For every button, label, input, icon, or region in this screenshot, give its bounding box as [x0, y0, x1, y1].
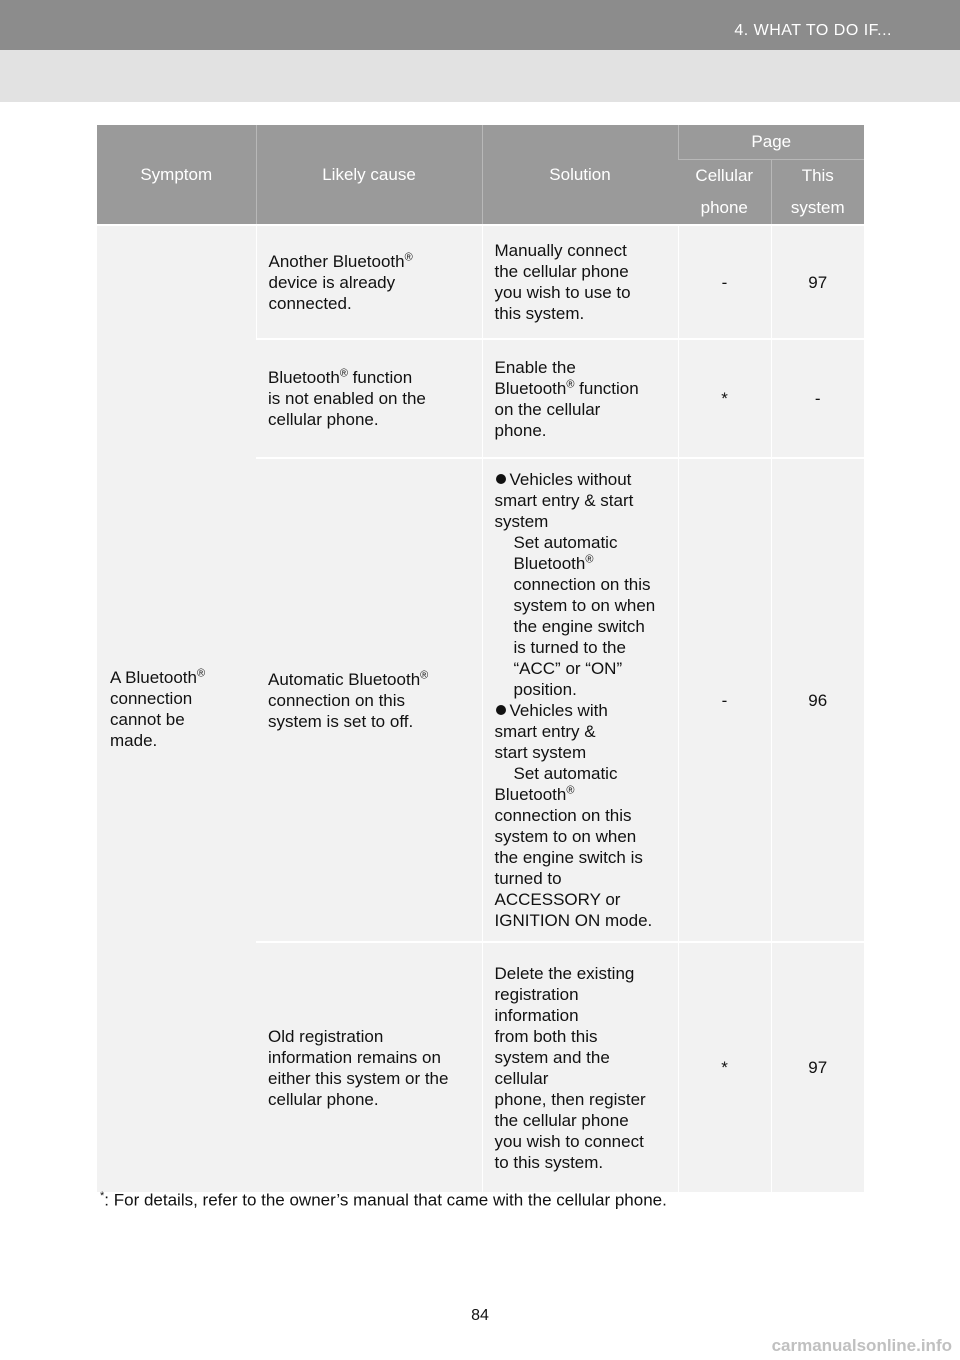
solution-line: you wish to connect: [494, 1131, 644, 1151]
registered-mark: ®: [585, 553, 594, 566]
column-header-page-cellular: [678, 160, 771, 226]
cause-line: Automatic Bluetooth: [268, 669, 421, 689]
solution-line: the cellular phone: [494, 262, 629, 281]
cause-cell: [256, 942, 482, 1192]
solution-line: phone.: [494, 420, 547, 440]
solution-line: IGNITION ON mode.: [494, 911, 653, 930]
cause-line: either this system or the: [268, 1068, 449, 1088]
troubleshooting-table: [97, 125, 864, 1192]
solution-line: phone, then register: [494, 1089, 646, 1109]
symptom-line: connection: [110, 689, 193, 708]
column-header-page: Page: [678, 125, 864, 160]
solution-line: system to on when: [494, 827, 637, 846]
symptom-line: made.: [110, 731, 158, 750]
solution-line: connection on this: [494, 806, 632, 825]
solution-line: ACCESSORY or: [494, 890, 621, 909]
registered-mark: ®: [196, 667, 206, 680]
page-system-cell: -: [771, 339, 864, 458]
bullet-item: [495, 469, 672, 490]
bullet-item: [495, 700, 672, 721]
symptom-line: A Bluetooth: [110, 668, 197, 687]
cause-line: device is already: [268, 272, 396, 292]
solution-line: turned to: [494, 869, 562, 888]
watermark: carmanualsonline.info: [771, 1336, 952, 1355]
cause-line: connected.: [268, 293, 352, 313]
cause-line: information remains on: [268, 1047, 441, 1067]
solution-indent: [495, 532, 672, 700]
solution-line: position.: [513, 680, 577, 699]
column-header-page-system: [771, 160, 864, 226]
section-title: 4. WHAT TO DO IF...: [734, 22, 892, 39]
solution-line: this system.: [494, 304, 585, 323]
solution-line: system and the: [494, 1047, 610, 1067]
page-cellular-cell: *: [678, 339, 771, 458]
solution-line: Vehicles with: [509, 701, 608, 720]
solution-cell: [482, 458, 678, 942]
solution-line: the cellular phone: [494, 1110, 629, 1130]
header-system-line1: This: [801, 166, 834, 185]
solution-line: you wish to use to: [494, 283, 631, 302]
solution-line: is turned to the: [513, 638, 626, 657]
registered-mark: ®: [339, 367, 348, 380]
solution-line: Set automatic: [513, 533, 618, 552]
solution-line: registration: [494, 984, 579, 1004]
page-number: 84: [471, 1307, 489, 1324]
header-cellular-line2: phone: [700, 198, 748, 217]
cause-cell: [256, 458, 482, 942]
solution-line: connection on this: [513, 575, 651, 594]
registered-mark: ®: [566, 377, 575, 390]
column-header-solution: Solution: [482, 125, 678, 225]
cause-line: connection on this: [268, 690, 406, 710]
solution-line: on the cellular: [494, 399, 601, 419]
solution-line: Bluetooth: [494, 378, 567, 398]
solution-line: information: [494, 1005, 579, 1025]
footnote-star: *: [100, 1190, 105, 1202]
footnote-text: : For details, refer to the owner’s manual that came with the cellular phone.: [104, 1190, 667, 1210]
solution-line: Delete the existing: [494, 963, 635, 983]
cause-line: cellular phone.: [268, 410, 379, 429]
registered-mark: ®: [404, 250, 413, 263]
cause-line: cellular phone.: [268, 1089, 379, 1109]
solution-line: Bluetooth: [494, 785, 567, 804]
header-band: [0, 0, 960, 50]
solution-line: Vehicles without: [509, 470, 632, 489]
page-system-cell: 97: [771, 225, 864, 339]
registered-mark: ®: [566, 784, 575, 797]
header-cellular-line1: Cellular: [695, 166, 754, 185]
registered-mark: ®: [420, 668, 429, 681]
solution-line: system to on when: [513, 596, 656, 615]
column-header-cause: Likely cause: [256, 125, 482, 225]
table-row: [97, 225, 864, 339]
solution-cell: [482, 225, 678, 339]
footnote: [100, 1190, 667, 1211]
cause-cell: [256, 339, 482, 458]
header-subband: [0, 50, 960, 102]
solution-line: to this system.: [494, 1152, 604, 1172]
solution-line: Enable the: [494, 357, 576, 377]
solution-line: start system: [494, 743, 587, 762]
page-system-cell: 97: [771, 942, 864, 1192]
cause-line: Old registration: [268, 1026, 384, 1046]
bullet-icon: [496, 474, 506, 484]
solution-line: from both this: [494, 1026, 598, 1046]
solution-cell: [482, 339, 678, 458]
solution-line: the engine switch: [513, 617, 645, 636]
cause-line: is not enabled on the: [268, 389, 426, 408]
solution-line: system: [494, 512, 549, 531]
solution-line: the engine switch is: [494, 848, 643, 867]
cause-line: Bluetooth: [268, 368, 340, 387]
symptom-cell: [97, 225, 256, 1192]
cause-line: function: [347, 368, 413, 387]
cause-line: Another Bluetooth: [268, 251, 405, 271]
page-system-cell: 96: [771, 458, 864, 942]
solution-cell: [482, 942, 678, 1192]
solution-line: smart entry & start: [494, 491, 634, 510]
cause-cell: [256, 225, 482, 339]
page-cellular-cell: -: [678, 225, 771, 339]
cause-line: system is set to off.: [268, 711, 414, 731]
solution-line: function: [574, 378, 639, 398]
page-cellular-cell: -: [678, 458, 771, 942]
header-system-line2: system: [790, 198, 845, 217]
solution-line: Manually connect: [494, 241, 627, 260]
symptom-line: cannot be: [110, 710, 185, 729]
solution-line: cellular: [494, 1068, 549, 1088]
solution-line: Bluetooth: [513, 554, 586, 573]
column-header-symptom: Symptom: [97, 125, 256, 225]
solution-line: smart entry &: [494, 722, 596, 741]
solution-line: Set automatic: [513, 764, 618, 783]
solution-line: “ACC” or “ON”: [513, 659, 623, 678]
bullet-icon: [496, 705, 506, 715]
page-cellular-cell: *: [678, 942, 771, 1192]
